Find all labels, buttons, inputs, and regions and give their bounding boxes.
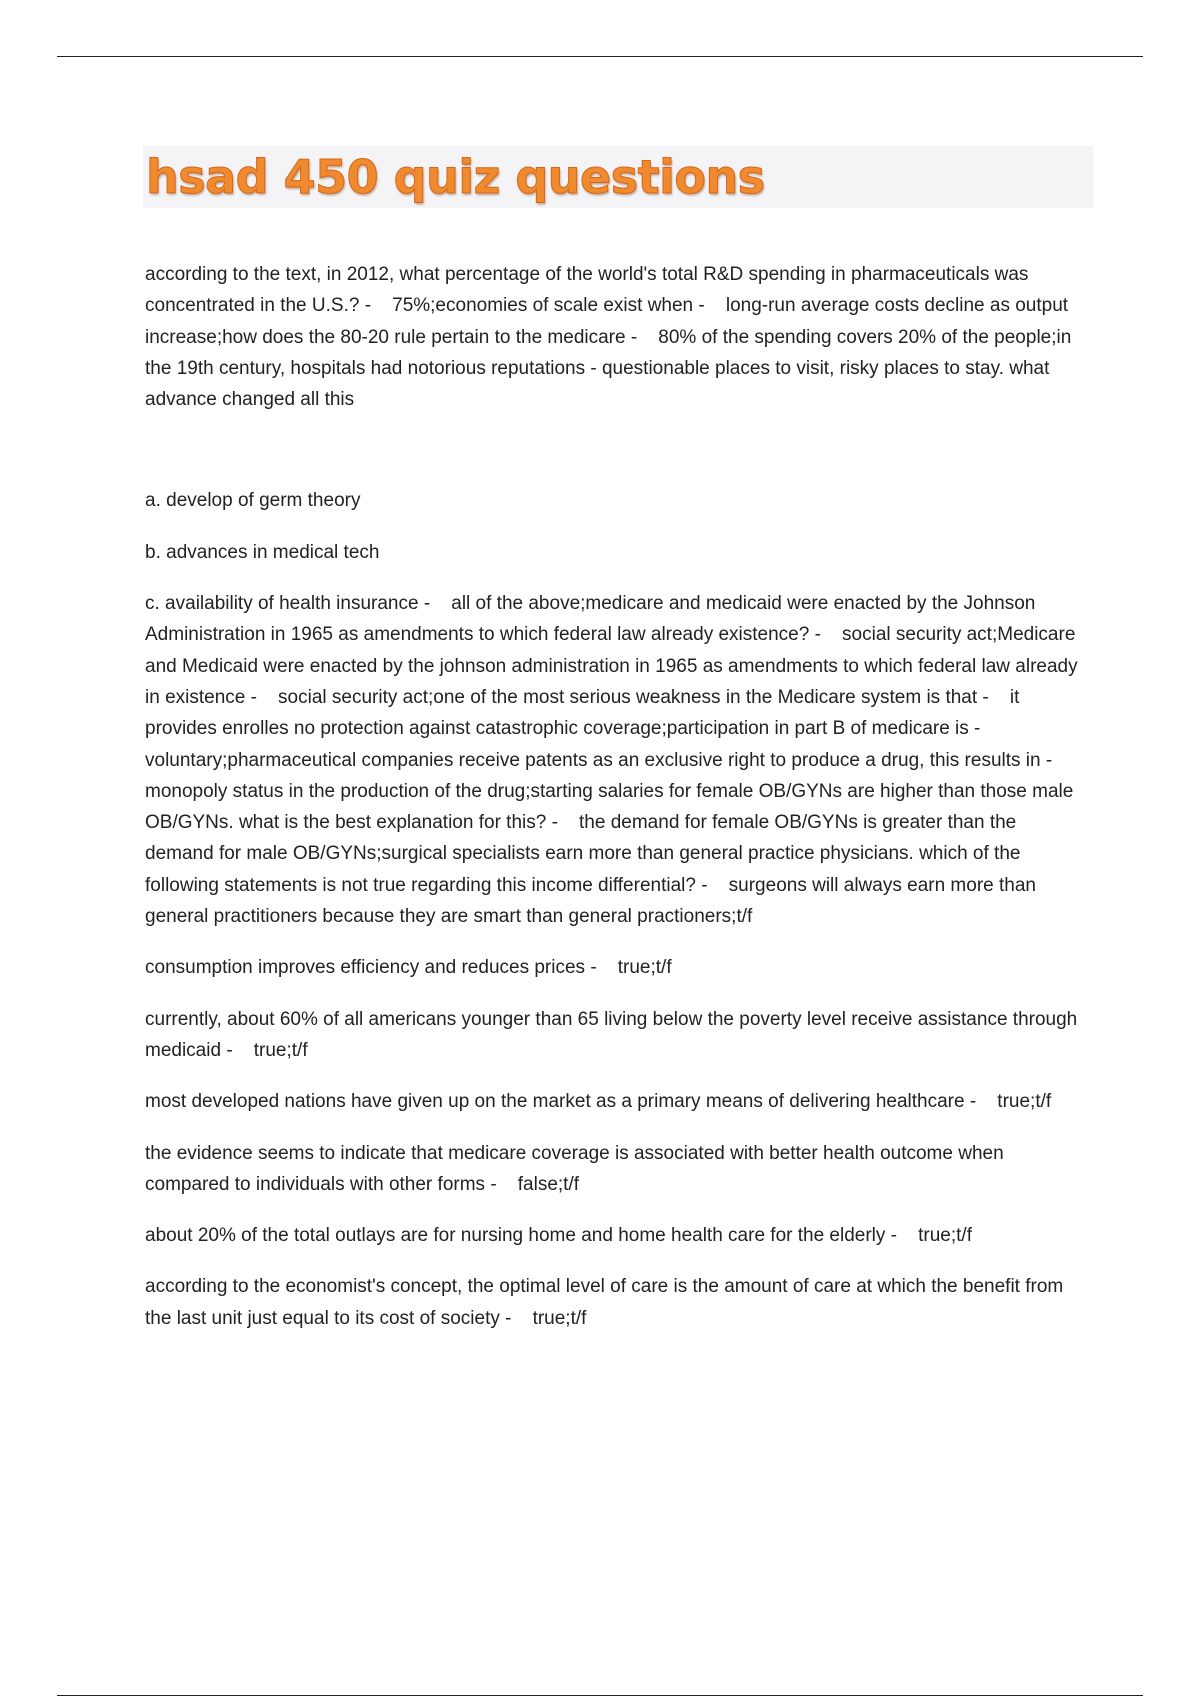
paragraph-nursing-home: about 20% of the total outlays are for nursing home and home health care for the elderly - true;t/f — [145, 1225, 972, 1247]
paragraph-medicaid: currently, about 60% of all americans younger than 65 living below the poverty level receive assistance through medicaid - true;t/f — [145, 1008, 1083, 1061]
paragraph-gap — [145, 415, 1090, 485]
paragraph-optimal-care: according to the economist's concept, the optimal level of care is the amount of care at which the benefit from the last unit just equal to its cost of society - true;t/f — [145, 1276, 1069, 1329]
paragraph-consumption: consumption improves efficiency and reduces prices - true;t/f — [145, 957, 672, 979]
paragraph-developed-nations: most developed nations have given up on the market as a primary means of delivering healthcare - true;t/f — [145, 1091, 1052, 1113]
option-c-paragraph: c. availability of health insurance - all of the above;medicare and medicaid were enacted by the Johnson Administration in 1965 as amendments to which federal law already existence? - social security act;Medicare and Medicaid were enacted by the johnson administration in 1965 as amendments to which federal law already in existence - social security act;one of the most serious weakness in the Medicare system is that - it provides enrolles no protection against catastrophic coverage;participation in part B of medicare is - voluntary;pharmaceutical companies receive patents as an exclusive right to produce a drug, this results in - monopoly status in the production of the drug;starting salaries for female OB/GYNs are higher than those male OB/GYNs. what is the best explanation for this? - the demand for female OB/GYNs is greater than the demand for male OB/GYNs;surgical specialists earn more than general practice physicians. which of the following statements is not true regarding this income differential? - surgeons will always earn more than general practitioners because they are smart than general practioners;t/f — [145, 593, 1083, 928]
document-body — [145, 259, 1090, 1354]
header-rule — [57, 56, 1143, 57]
option-a: a. develop of germ theory — [145, 490, 361, 512]
option-b: b. advances in medical tech — [145, 541, 380, 563]
paragraph-medicare-outcome: the evidence seems to indicate that medicare coverage is associated with better health outcome when compared to individuals with other forms - false;t/f — [145, 1142, 1009, 1195]
document-title: hsad 450 quiz questions — [146, 150, 765, 204]
paragraph-intro: according to the text, in 2012, what percentage of the world's total R&D spending in pharmaceuticals was concentrated in the U.S.? - 75%;economies of scale exist when - long-run average costs decline as output increase;how does the 80-20 rule pertain to the medicare - 80% of the spending covers 20% of the people;in the 19th century, hospitals had notorious reputations - questionable places to visit, risky places to stay. what advance changed all this — [145, 264, 1077, 411]
footer-rule — [57, 1695, 1143, 1696]
